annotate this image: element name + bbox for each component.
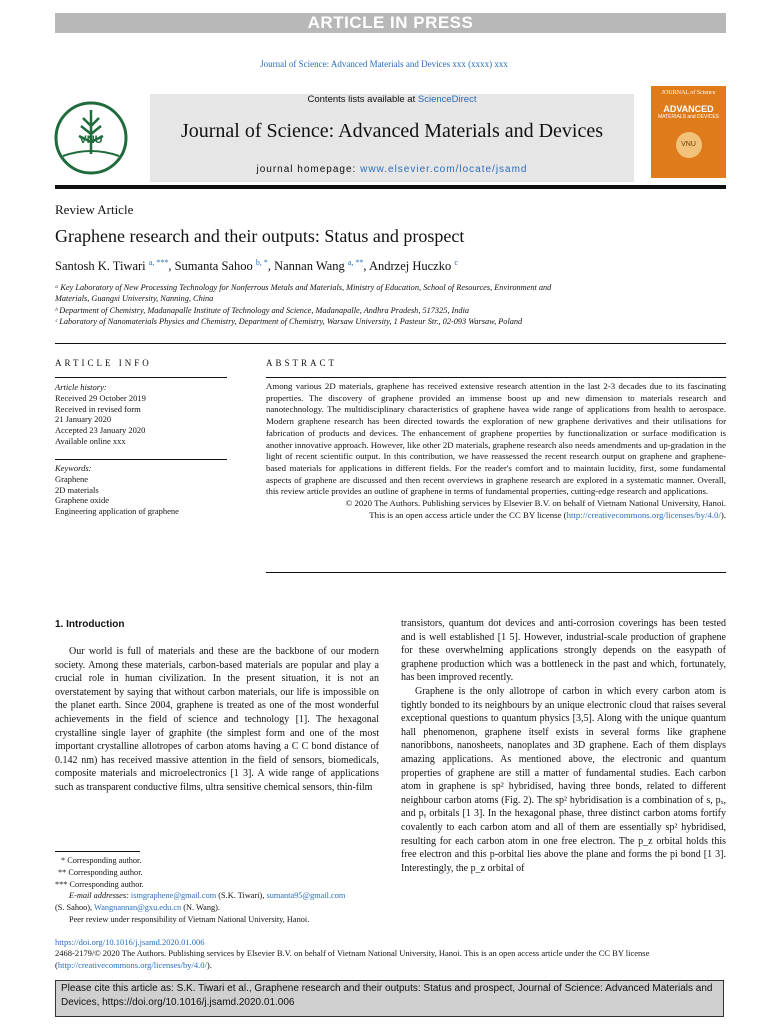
article-in-press-banner: ARTICLE IN PRESS: [55, 13, 726, 33]
email-line: [55, 890, 380, 902]
footer-copyright-text: 2468-2179/© 2020 The Authors. Publishing services by Elsevier B.V. on behalf of Vietnam National University, Hanoi. This is an open access article under the CC BY license: [55, 948, 650, 958]
abstract-rule-bottom: [266, 572, 726, 573]
sciencedirect-link[interactable]: ScienceDirect: [417, 94, 477, 105]
keywords-label: Keywords:: [55, 463, 92, 473]
doi-link[interactable]: https://doi.org/10.1016/j.jsamd.2020.01.006: [55, 937, 205, 947]
history-item: Accepted 23 January 2020: [55, 425, 146, 436]
citation-box: Please cite this article as: S.K. Tiwari et al., Graphene research and their outputs: Status and prospect, Journal of Science: Advanced Materials and Devices, https://doi.org/10.1016/j.jsamd.2020.01.006: [55, 980, 724, 1017]
footer-license-link[interactable]: http://creativecommons.org/licenses/by/4.0/: [57, 959, 207, 970]
cover-subtitle: MATERIALS and DEVICES: [657, 114, 720, 120]
keywords: [55, 463, 179, 517]
keyword: 2D materials: [55, 484, 99, 495]
email-link[interactable]: ismgraphene@gmail.com: [130, 891, 217, 901]
keywords-rule: [55, 459, 227, 460]
abstract-body: [266, 381, 726, 521]
history-item: Received in revised form: [55, 403, 141, 414]
article-type: Review Article: [55, 202, 134, 217]
author-list: Santosh K. Tiwari $^{a, ***}$, Sumanta Sahoo $^{b, *}$, Nannan Wang $^{a, **}$, Andrzej Huczko $^c$: [55, 258, 458, 274]
footnotes: [55, 855, 380, 926]
keyword: Graphene oxide: [55, 495, 110, 506]
paper-title: Graphene research and their outputs: Status and prospect: [55, 226, 465, 246]
author-name[interactable]: Santosh K. Tiwari: [55, 259, 146, 274]
license-prefix: This is an open access article under the CC BY license (: [369, 509, 567, 520]
email-owner: (N. Wang).: [181, 903, 220, 913]
vnu-logo-icon: [53, 98, 131, 178]
keyword: Engineering application of graphene: [55, 506, 179, 517]
journal-reference[interactable]: Journal of Science: Advanced Materials and Devices xxx (xxxx) xxx: [260, 59, 508, 69]
affiliation-b: ᵇ Department of Chemistry, Madanapalle Institute of Technology and Science, Madanapalle, Andhra Pradesh, 517325, India: [55, 306, 470, 315]
affiliation-c: ᶜ Laboratory of Nanomaterials Physics and Chemistry, Department of Chemistry, Warsaw University, 1 Pasteur Str., 02-093 Warsaw, Poland: [55, 317, 523, 326]
email-link[interactable]: Wangnannan@gxu.edu.cn: [94, 903, 182, 913]
contents-prefix: Contents lists available at: [307, 94, 416, 105]
email-owner: (S.K. Tiwari),: [216, 891, 267, 901]
logo-text: VNU: [79, 134, 103, 146]
cover-badge: VNU: [676, 132, 702, 158]
footnote: *** Corresponding author.: [55, 879, 144, 889]
footnote: ** Corresponding author.: [58, 867, 143, 877]
header-rule: [55, 185, 726, 189]
author-sup[interactable]: c: [454, 258, 458, 267]
email-owner: (S. Sahoo),: [55, 903, 95, 913]
article-info-heading: ARTICLE INFO: [55, 358, 152, 368]
email-label: E-mail addresses:: [69, 891, 129, 901]
author-sup[interactable]: b, *: [255, 258, 268, 267]
footnote: * Corresponding author.: [61, 856, 142, 865]
journal-cover: [651, 86, 726, 178]
abstract-text: Among various 2D materials, graphene has received extensive research attention in the last 2-3 decades due to its fascinating properties. The discovery of graphene provided an immense boost up and new dimension to materials research and nanotechnology. The multidisciplinary characteristics of graphene havea wide range of applications from health to aerospace. Modern graphene research has been directed towards the exploration of new graphene derivatives and their utilisations for fabrication of products and devices. The enhancement of graphene properties by functionalization or surface modification is another innovative approach. However, like other 2D materials, graphene research also needs amendments and up-gradation in the light of recent scientific output. In this contribution, we have reassessed the recent research output on graphene and graphene-based materials for applications in different fields. For the reader's comfort and to maintain lucidity, first, some fundamental aspects of graphene are discussed and then recent overviews in graphene research are explored in a systematic manner. Overall, this review article provides an outline of graphene in terms of fundamental properties, cutting-edge research and applications.: [266, 381, 726, 497]
body-paragraph: transistors, quantum dot devices and anti-corrosion coverings has been tested and is well established [1 5]. However, industrial-scale production of graphene for these overwhelming applications strongly depends on the easypath of graphene production which was a bottleneck in the past and which, fortunately, has been improved recently.: [401, 618, 726, 684]
affiliation-a-cont: Materials, Guangxi University, Nanning, China: [55, 294, 214, 303]
abstract-license: [266, 510, 726, 522]
author-name[interactable]: Nannan Wang: [274, 259, 345, 274]
section-rule: [55, 343, 726, 344]
abstract-copyright: © 2020 The Authors. Publishing services by Elsevier B.V. on behalf of Vietnam National University, Hanoi.: [345, 498, 726, 509]
peer-review-note: Peer review under responsibility of Vietnam National University, Hanoi.: [69, 914, 310, 924]
homepage-label: journal homepage:: [256, 164, 357, 175]
license-suffix: ).: [720, 509, 726, 520]
body-paragraph: Our world is full of materials and these are the backbone of our modern society. Among these materials, carbon-based materials are popular and play a crucial role in human civilization. In the present situation, it is not an overstatement by saying that without carbon materials, our life is impossible on the planet earth. Since 2004, graphene is treated as one of the most wonderful achievements in the field of science and technology [1]. The hexagonal crystalline single layer of graphite (the simplest form and one of the most important crystalline allotropes of carbon atoms having a C C bond distance of 0.142 nm) has received massive attention in the field of sensors, biomedicals, composite materials and microelectronics [1 3]. A wide range of applications such as transparent conductive films, ultra sensitive chemical sensors, thin-film: [55, 646, 379, 793]
history-label: Article history:: [55, 382, 107, 392]
cover-top: JOURNAL of Science: [661, 90, 716, 96]
email-line-2: [55, 902, 380, 914]
journal-title: Journal of Science: Advanced Materials and Devices: [180, 120, 604, 142]
history-item: 21 January 2020: [55, 414, 112, 425]
intro-heading: 1. Introduction: [55, 619, 125, 630]
license-link[interactable]: http://creativecommons.org/licenses/by/4.0/: [566, 509, 721, 520]
abstract-heading: ABSTRACT: [266, 358, 338, 368]
footer-copyright: 2468-2179/© 2020 The Authors. Publishing services by Elsevier B.V. on behalf of Vietnam National University, Hanoi. This is an open access article under the CC BY license (http://creativecommons.org/licenses/by/4.0/).: [55, 948, 650, 970]
contents-line: [150, 94, 634, 105]
keyword: Graphene: [55, 473, 89, 484]
author-sup[interactable]: a, ***: [148, 258, 169, 267]
abstract-rule-top: [266, 377, 726, 378]
cover-title: ADVANCED: [663, 104, 714, 114]
affiliation-a: ᵃ Key Laboratory of New Processing Technology for Nonferrous Metals and Materials, Ministry of Education, School of Resources, Environment and: [55, 283, 552, 292]
homepage-link[interactable]: www.elsevier.com/locate/jsamd: [360, 164, 528, 175]
history-item: Available online xxx: [55, 435, 126, 446]
body-paragraph: Graphene is the only allotrope of carbon in which every carbon atom is tightly bonded to its neighbours by an unique electronic cloud that raises several exceptional questions to quantum physics [3,5]. Along with the unique quantum hall phenomenon, graphene itself exists in several forms like graphene nanoribbons, nanosheets, nanoplates and 3D graphene. Each of them displays amazing applications. As mentioned above, the electronic and quantum properties of graphene are still a matter of fundamental studies. Each carbon atom in graphene is sp² hybridised, having three bonds, related to different neighbour carbon atoms (Fig. 2). The sp² hybridisation is a combination of s, pₓ, and pᵧ orbitals [1 3]. In the hexagonal phase, three distinct carbon atoms fortify covalently to each carbon atom and all of them are essentially sp² hybridised, resulting for each carbon atom in one free electron. The p_z orbital holds this free electron and this p-orbital lies above the plane and forms the pi bond [1 3]. Interestingly, the p_z orbital of: [401, 685, 726, 874]
journal-homepage: [150, 164, 634, 175]
author-name[interactable]: Sumanta Sahoo: [174, 259, 253, 274]
right-column: [401, 617, 726, 875]
email-link[interactable]: sumanta95@gmail.com: [266, 891, 346, 901]
author-name[interactable]: Andrzej Huczko: [368, 259, 452, 274]
left-column: [55, 645, 379, 795]
footnote-rule: [55, 851, 140, 852]
history-item: Received 29 October 2019: [55, 392, 146, 403]
article-info-rule: [55, 377, 227, 378]
author-sup[interactable]: a, **: [347, 258, 364, 267]
article-history: [55, 382, 146, 447]
